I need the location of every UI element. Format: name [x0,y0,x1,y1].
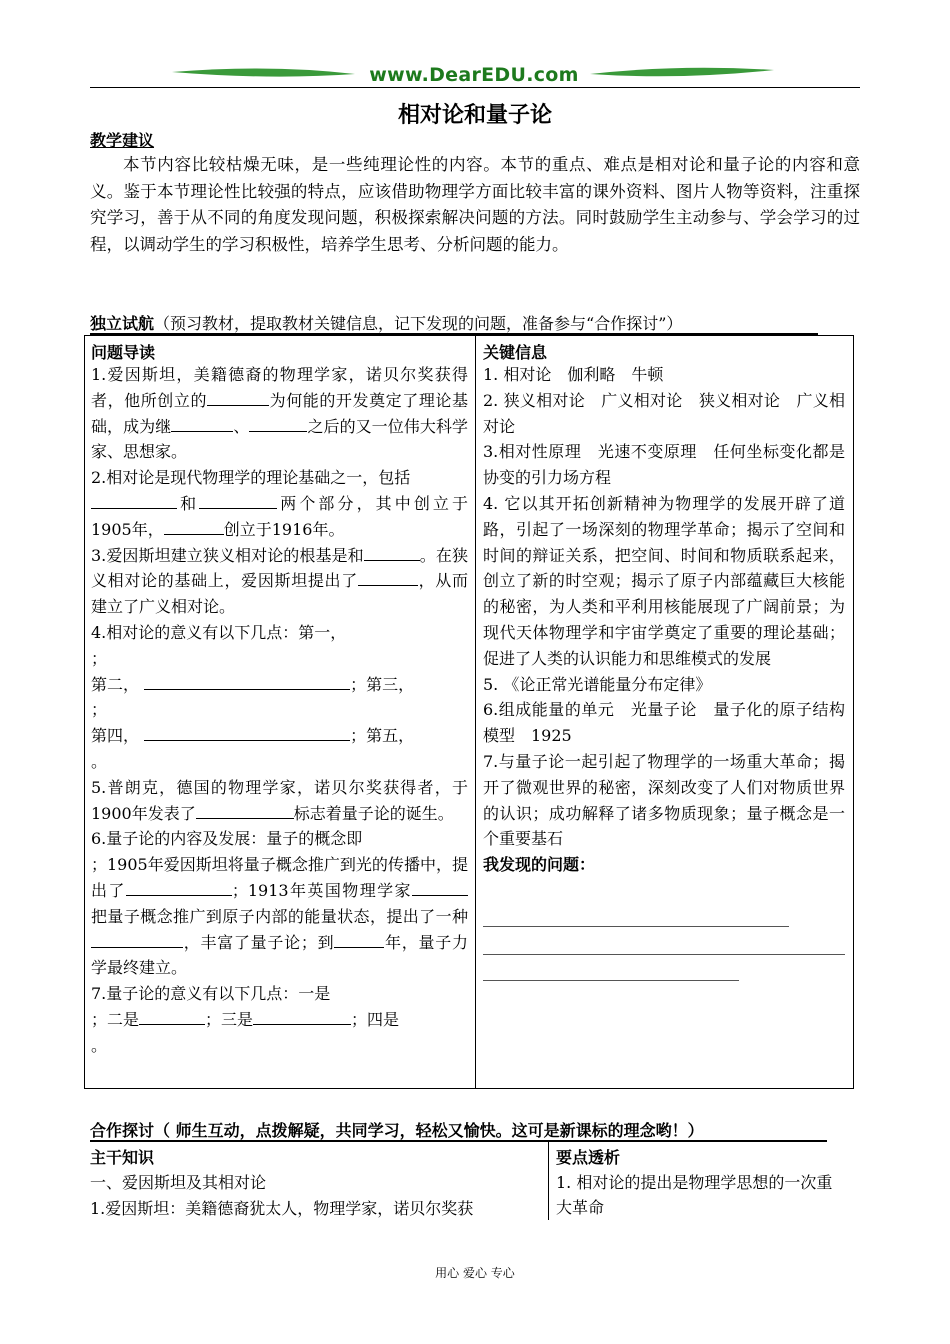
blank[interactable] [144,724,350,741]
question-1: 1.爱因斯坦，美籍德裔的物理学家，诺贝尔奖获得者，他所创立的 为何能的开发奠定了理论基础，成为继 、 之后的又一位伟大科学家、思想家。 [91,365,468,462]
key-info-1: 1. 相对论 伽利略 牛顿 [483,365,664,384]
answer-line[interactable] [483,926,789,927]
main-knowledge-head: 主干知识 [90,1148,155,1167]
header-rule [90,87,860,88]
page-title: 相对论和量子论 [397,103,552,128]
preview-table [84,335,854,1089]
question-list [91,362,468,1059]
blank[interactable] [334,931,384,948]
teaching-label: 教学建议 [90,131,155,150]
page-footer: 用心 爱心 专心 [435,1266,515,1280]
answer-line[interactable] [483,954,845,955]
left-column-head: 问题导读 [91,343,156,362]
key-info-list [483,362,845,878]
blank[interactable] [207,389,269,406]
key-info-7: 7.与量子论一起引起了物理学的一场重大革命；揭开了微观世界的秘密，深刻改变了人们对物质世界的认识；成功解释了诸多物质现象；量子概念是一个重要基石 [483,751,845,849]
cooperative-divider [548,1142,549,1220]
blank[interactable] [144,673,350,690]
key-points-head: 要点透析 [556,1148,621,1167]
question-2: 2.相对论是现代物理学的理论基础之一，包括 和 两个部分，其中创立于1905年， 创立于1916年。 [91,468,468,539]
cooperative-hint: （ 师生互动，点拨解疑，共同学习，轻松又愉快。这可是新课标的理念哟！） [154,1121,704,1140]
logo-text[interactable]: www.DearEDU.com [369,64,579,86]
table-divider [475,336,476,1088]
teaching-paragraph: 本节内容比较枯燥无味，是一些纯理论性的内容。本节的重点、难点是相对论和量子论的内容和意义。鉴于本节理论性比较强的特点，应该借助物理学方面比较丰富的课外资料、图片人物等资料，注重探究学习，善于从不同的角度发现问题，积极探索解决问题的方法。同时鼓励学生主动参与、学会学习的过程，以调动学生的学习积极性，培养学生思考、分析问题的能力。 [90,155,860,254]
question-5: 5.普朗克，德国的物理学家，诺贝尔奖获得者，于1900年发表了 标志着量子论的诞生。 [91,777,468,823]
blank[interactable] [253,1008,351,1025]
key-point-1: 1. 相对论的提出是物理学思想的一次重大革命 [556,1173,833,1217]
blank[interactable] [199,492,277,509]
question-4: 4.相对论的意义有以下几点：第一， ； 第二， ；第三， ； 第四， ；第五， 。 [91,622,415,771]
knowledge-line-2: 1.爱因斯坦：美籍德裔犹太人，物理学家，诺贝尔奖获 [90,1199,474,1218]
question-6: 6.量子论的内容及发展：量子的概念即 ；1905年爱因斯坦将量子概念推广到光的传播中，提出了 ；1913年英国物理学家把量子概念推广到原子内部的能量状态，提出了一种，丰富了量子论；到 年，量子力学最终建立。 [91,829,468,978]
independent-hint: （预习教材，提取教材关键信息，记下发现的问题，准备参与“合作探讨”） [154,314,683,333]
site-logo [170,62,778,88]
found-problems-label: 我发现的问题： [483,855,596,875]
key-info-2: 2. 狭义相对论 广义相对论 狭义相对论 广义相对论 [483,390,845,436]
independent-bar [90,311,818,335]
key-info-6: 6.组成能量的单元 光量子论 量子化的原子结构模型 1925 [483,700,845,746]
blank[interactable] [364,544,420,561]
blank[interactable] [358,569,418,586]
blank[interactable] [164,518,224,535]
blank[interactable] [91,931,183,948]
question-3: 3.爱因斯坦建立狭义相对论的根基是和 。在狭义相对论的基础上，爱因斯坦提出了 ，从而建立了广义相对论。 [91,545,468,617]
key-info-3: 3.相对性原理 光速不变原理 任何坐标变化都是协变的引力场方程 [483,442,845,488]
answer-line[interactable] [483,980,739,981]
right-column-head: 关键信息 [483,343,548,362]
cooperative-label: 合作探讨 [90,1121,155,1140]
key-info-5: 5. 《论正常光谱能量分布定律》 [483,674,712,694]
blank[interactable] [126,879,232,896]
blank[interactable] [91,492,177,509]
cooperative-bar [90,1118,827,1142]
blank[interactable] [196,802,294,819]
blank[interactable] [171,415,233,432]
blank[interactable] [139,1008,205,1025]
question-7: 7.量子论的意义有以下几点：一是 ；二是 ；三是 ；四是 。 [91,984,400,1055]
blank[interactable] [412,879,468,896]
knowledge-line-1: 一、爱因斯坦及其相对论 [90,1173,267,1192]
key-info-4: 4. 它以其开拓创新精神为物理学的发展开辟了道路，引起了一场深刻的物理学革命；揭示了空间和时间的辩证关系，把空间、时间和物质联系起来，创立了新的时空观；揭示了原子内部蕴藏巨大核能的秘密，为人类和平利用核能展现了广阔前景；为现代天体物理学和宇宙学奠定了重要的理论基础；促进了人类的认识能力和思维模式的发展 [483,493,845,668]
independent-label: 独立试航 [90,314,155,333]
blank[interactable] [249,415,307,432]
